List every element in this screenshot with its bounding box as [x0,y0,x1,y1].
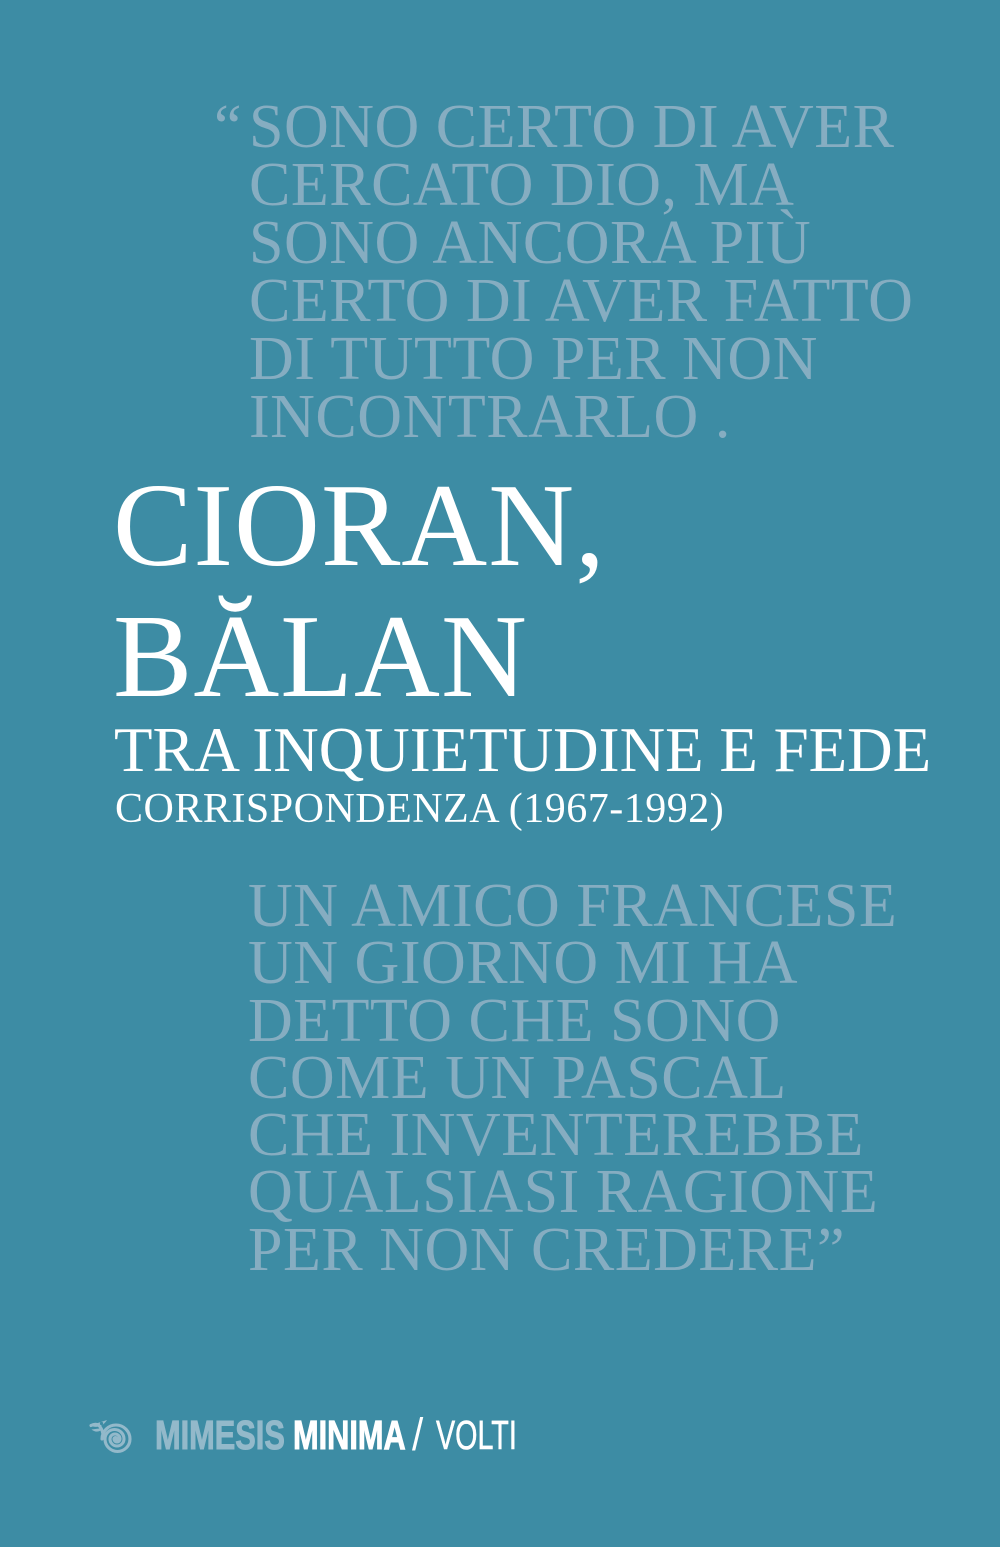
opening-quote-mark: “ [214,93,243,161]
publisher-collection: VOLTI [436,1412,517,1458]
top-quote-line: INCONTRARLO . [249,383,731,451]
bottom-quote-line: QUALSIASI RAGIONE [248,1158,879,1227]
top-quote-line: CERCATO DIO, MA [249,151,795,219]
bottom-quote-line: CHE INVENTEREBBE [248,1101,864,1170]
top-quote-line: CERTO DI AVER FATTO [249,267,914,335]
bottom-quote-line: PER NON CREDERE” [248,1215,845,1284]
book-title-line1: CIORAN, [113,459,606,591]
publisher-series: MINIMA [293,1412,406,1458]
top-quote [249,93,914,451]
publisher-name: MIMESIS [155,1412,285,1458]
top-quote-line: DI TUTTO PER NON [249,325,818,393]
bottom-quote-line: UN GIORNO MI HA [248,929,798,998]
book-title [113,460,606,722]
top-quote-line: SONO CERTO DI AVER [249,93,895,161]
bottom-quote-line: COME UN PASCAL [248,1043,787,1112]
chameleon-icon [88,1413,138,1455]
bottom-quote-line: DETTO CHE SONO [248,986,781,1055]
bottom-quote [248,872,898,1284]
book-series-info: CORRISPONDENZA (1967-1992) [115,786,725,832]
top-quote-line: SONO ANCORA PIÙ [249,209,812,277]
publisher-separator: / [412,1409,424,1460]
book-title-line2: BĂLAN [113,590,528,722]
book-subtitle: TRA INQUIETUDINE E FEDE [114,715,932,785]
bottom-quote-line: UN AMICO FRANCESE [248,872,898,940]
